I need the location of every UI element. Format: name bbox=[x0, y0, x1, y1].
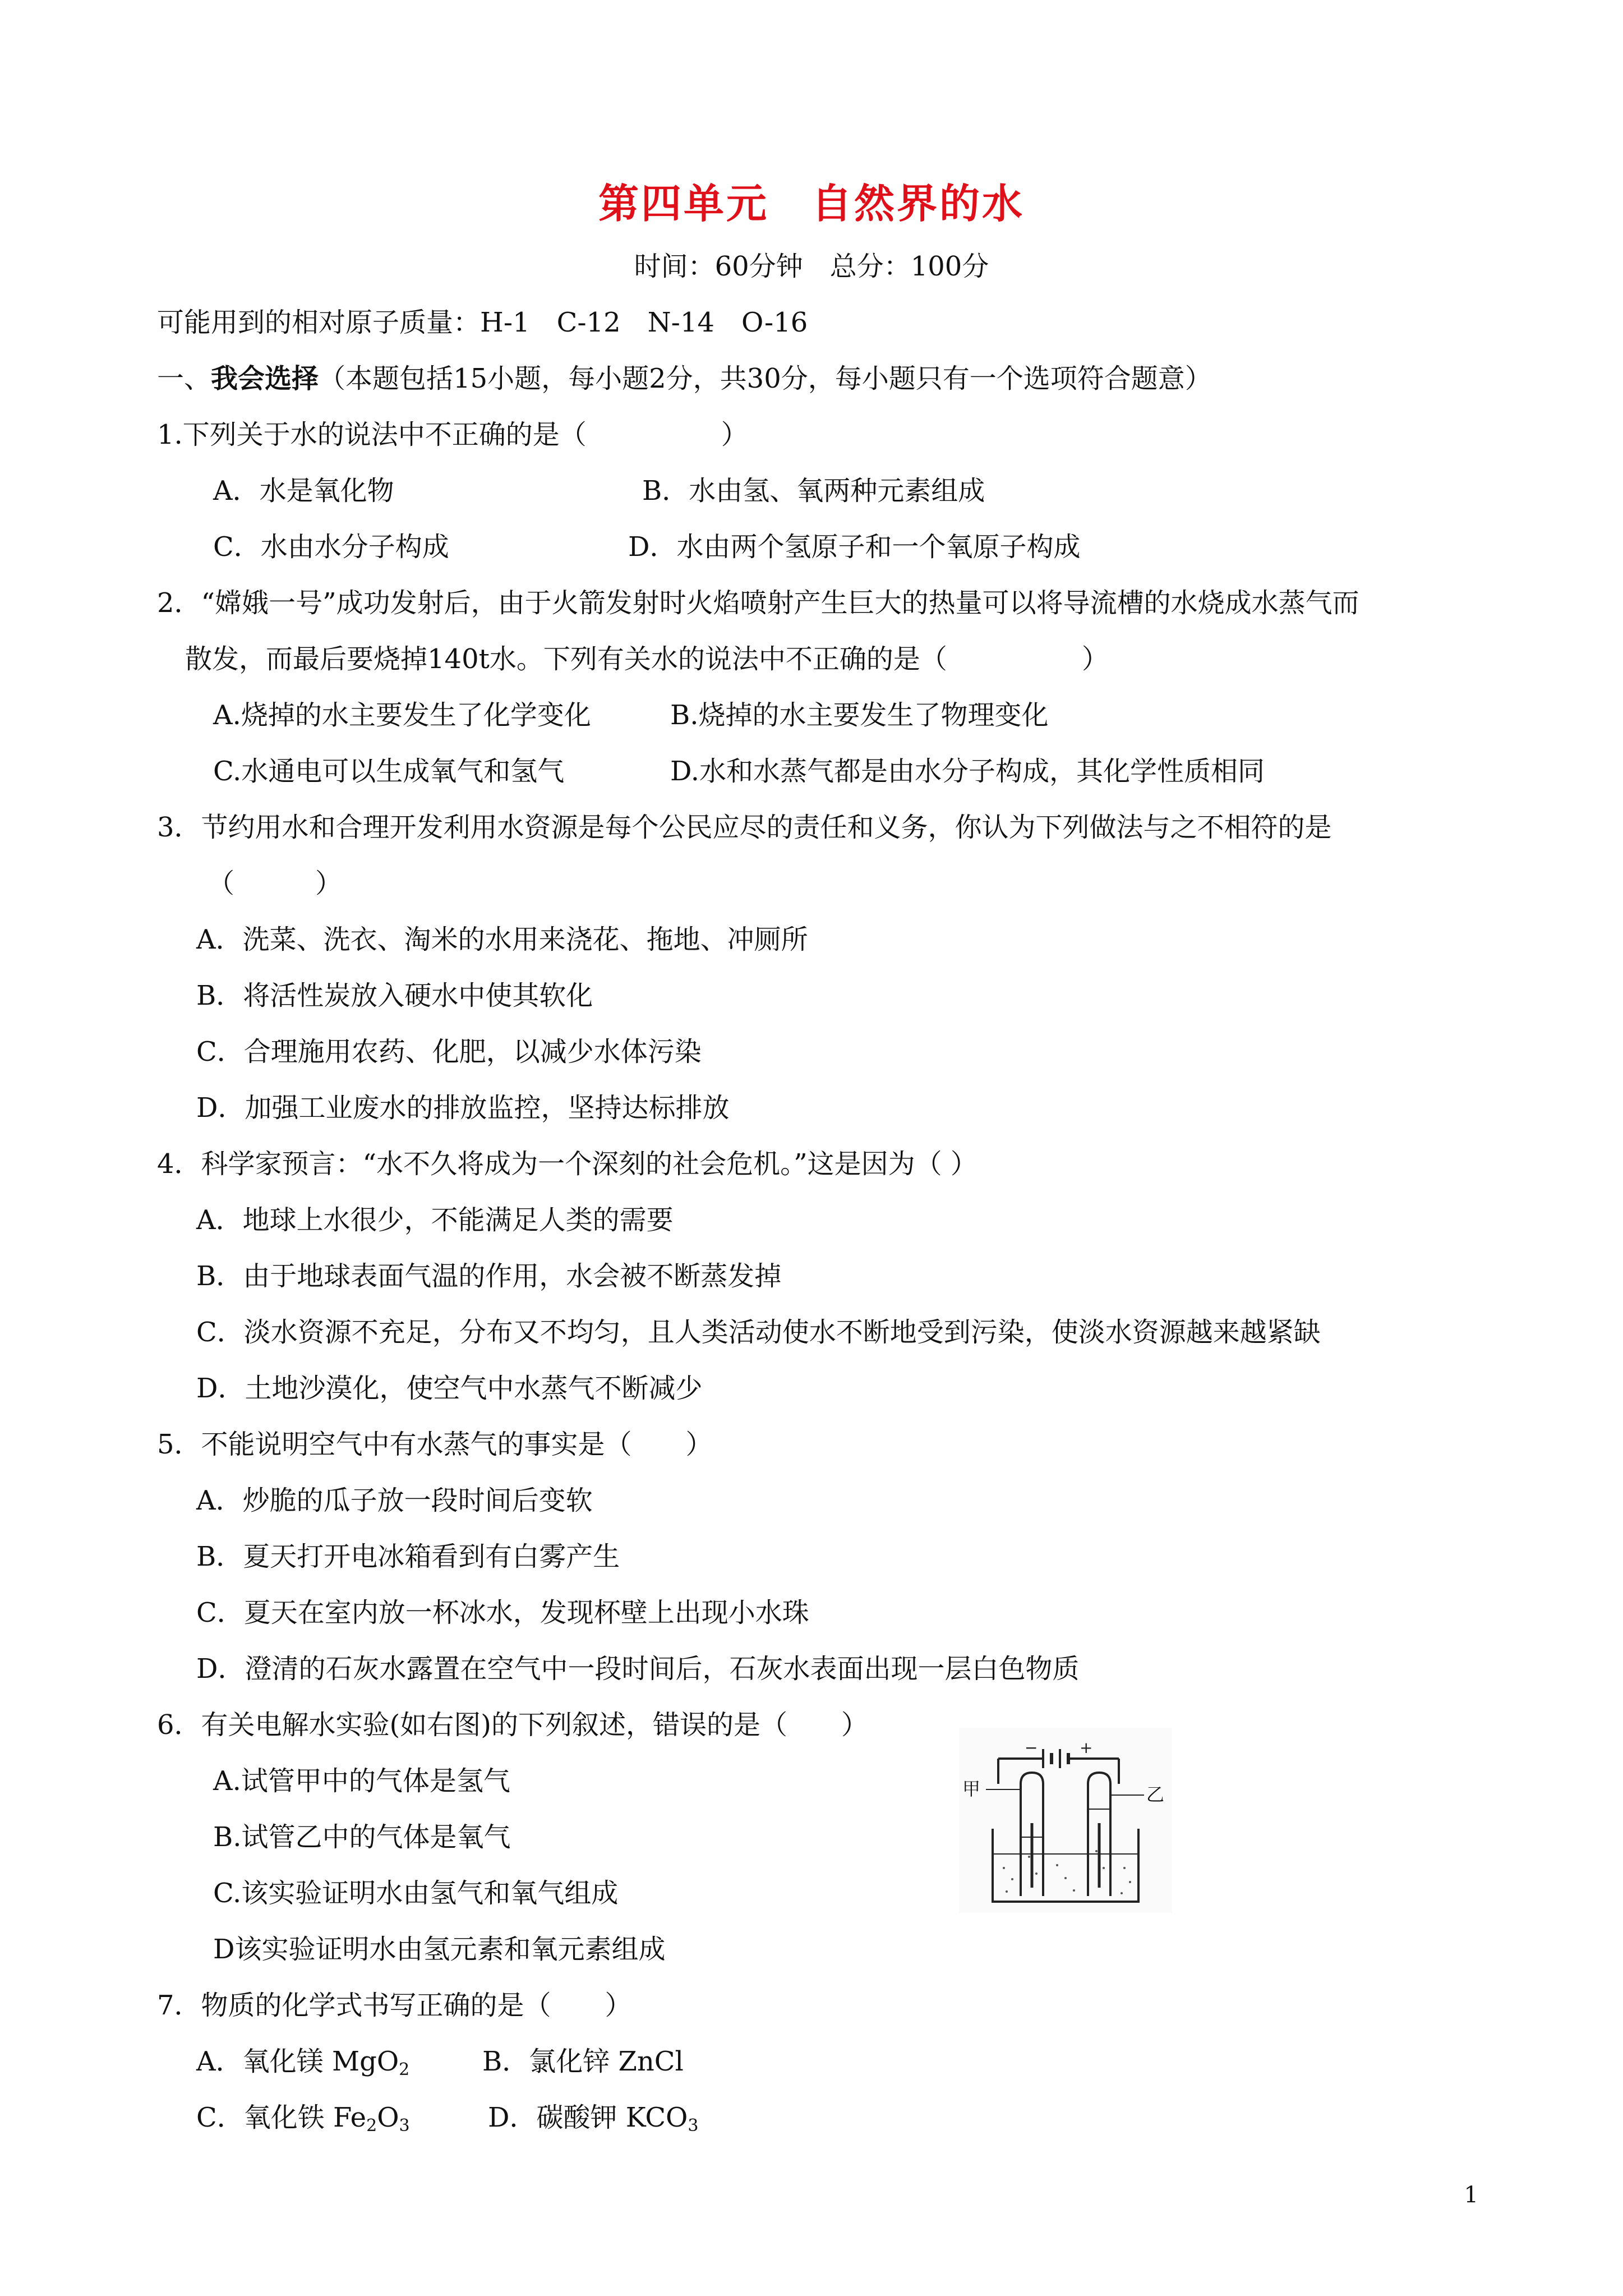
q6-option-b: B.试管乙中的气体是氧气 bbox=[213, 1821, 511, 1853]
q5-stem: 5．不能说明空气中有水蒸气的事实是（ ） bbox=[157, 1429, 713, 1460]
section-number: 一、 bbox=[157, 363, 211, 394]
q2-option-c: C.水通电可以生成氧气和氢气 bbox=[213, 756, 565, 787]
q3-option-d: D．加强工业废水的排放监控，坚持达标排放 bbox=[196, 1092, 730, 1124]
section-description: （本题包括15小题，每小题2分，共30分，每小题只有一个选项符合题意） bbox=[319, 363, 1212, 394]
q7-option-a bbox=[196, 2045, 409, 2087]
q7-option-a-label: A．氧化镁 bbox=[196, 2046, 332, 2077]
q7-option-a-subscript: 2 bbox=[399, 2060, 410, 2079]
q7-option-d-subscript: 3 bbox=[688, 2116, 699, 2136]
q5-option-d: D．澄清的石灰水露置在空气中一段时间后，石灰水表面出现一层白色物质 bbox=[196, 1653, 1080, 1685]
q4-option-d: D．土地沙漠化，使空气中水蒸气不断减少 bbox=[196, 1373, 703, 1404]
atomic-mass-note: 可能用到的相对原子质量：H-1 C-12 N-14 O-16 bbox=[157, 307, 808, 338]
q7-option-c-label: C．氧化铁 bbox=[196, 2102, 333, 2133]
q1-option-b: B．水由氢、氧两种元素组成 bbox=[642, 475, 985, 507]
q7-option-c-formula-part1: Fe bbox=[333, 2102, 367, 2133]
q2-option-b: B.烧掉的水主要发生了物理变化 bbox=[670, 700, 1049, 731]
q1-stem: 1.下列关于水的说法中不正确的是（ ） bbox=[157, 419, 748, 450]
section-emphasis: 我会选择 bbox=[211, 363, 319, 394]
section-heading bbox=[157, 362, 1212, 395]
q7-option-c-formula-part2: O bbox=[377, 2102, 399, 2133]
q4-option-c: C．淡水资源不充足，分布又不均匀，且人类活动使水不断地受到污染，使淡水资源越来越紧缺 bbox=[196, 1317, 1321, 1348]
page-title: 第四单元 自然界的水 bbox=[598, 180, 1025, 227]
q3-option-c: C．合理施用农药、化肥，以减少水体污染 bbox=[196, 1036, 702, 1068]
svg-text:+: + bbox=[1080, 1738, 1093, 1757]
q2-stem-line2: 散发，而最后要烧掉140t水。下列有关水的说法中不正确的是（ ） bbox=[185, 643, 1109, 675]
q3-option-a: A．洗菜、洗衣、淘米的水用来浇花、拖地、冲厕所 bbox=[196, 924, 808, 955]
q7-option-d bbox=[488, 2101, 699, 2143]
q2-stem-line1: 2．“嫦娥一号”成功发射后，由于火箭发射时火焰喷射产生巨大的热量可以将导流槽的水烧成水蒸气而 bbox=[157, 587, 1359, 619]
q6-option-c: C.该实验证明水由氢气和氧气组成 bbox=[213, 1878, 619, 1909]
q5-option-a: A．炒脆的瓜子放一段时间后变软 bbox=[196, 1485, 593, 1516]
q7-option-d-formula: KCO bbox=[625, 2102, 688, 2133]
q3-option-b: B．将活性炭放入硬水中使其软化 bbox=[196, 980, 593, 1011]
q7-option-a-formula: MgO bbox=[331, 2046, 399, 2077]
q1-option-c: C．水由水分子构成 bbox=[213, 531, 449, 563]
tube-yi-label: 乙 bbox=[1146, 1784, 1165, 1805]
tube-jia-label: 甲 bbox=[962, 1778, 981, 1800]
electrolysis-apparatus-figure bbox=[959, 1728, 1172, 1913]
time-info: 时间：60分钟 总分：100分 bbox=[634, 251, 989, 282]
q5-option-b: B．夏天打开电冰箱看到有白雾产生 bbox=[196, 1541, 620, 1572]
q6-option-d: D该实验证明水由氢元素和氧元素组成 bbox=[213, 1934, 666, 1965]
q7-option-b: B．氯化锌 ZnCl bbox=[482, 2046, 684, 2077]
q7-stem: 7．物质的化学式书写正确的是（ ） bbox=[157, 1990, 632, 2021]
q6-option-a: A.试管甲中的气体是氢气 bbox=[213, 1765, 510, 1797]
q4-option-a: A．地球上水很少，不能满足人类的需要 bbox=[196, 1204, 674, 1236]
q3-stem-line2: （ ） bbox=[208, 868, 343, 899]
q4-option-b: B．由于地球表面气温的作用，水会被不断蒸发掉 bbox=[196, 1260, 782, 1292]
q1-option-a: A．水是氧化物 bbox=[213, 475, 394, 507]
q1-option-d: D．水由两个氢原子和一个氧原子构成 bbox=[628, 531, 1081, 563]
q2-option-a: A.烧掉的水主要发生了化学变化 bbox=[213, 700, 591, 731]
q7-option-c-subscript1: 2 bbox=[366, 2116, 377, 2136]
q5-option-c: C．夏天在室内放一杯冰水，发现杯壁上出现小水珠 bbox=[196, 1597, 809, 1628]
q2-option-d: D.水和水蒸气都是由水分子构成，其化学性质相同 bbox=[670, 756, 1265, 787]
q6-stem: 6．有关电解水实验(如右图)的下列叙述，错误的是（ ） bbox=[157, 1709, 868, 1741]
q3-stem-line1: 3．节约用水和合理开发利用水资源是每个公民应尽的责任和义务，你认为下列做法与之不相符的是 bbox=[157, 812, 1332, 843]
svg-text:−: − bbox=[1025, 1738, 1038, 1757]
q4-stem: 4．科学家预言：“水不久将成为一个深刻的社会危机。”这是因为（ ） bbox=[157, 1148, 978, 1180]
q7-option-d-label: D．碳酸钾 bbox=[488, 2102, 626, 2133]
page-number: 1 bbox=[1464, 2182, 1478, 2208]
q7-option-c-subscript2: 3 bbox=[399, 2116, 410, 2136]
q7-option-c bbox=[196, 2101, 410, 2143]
